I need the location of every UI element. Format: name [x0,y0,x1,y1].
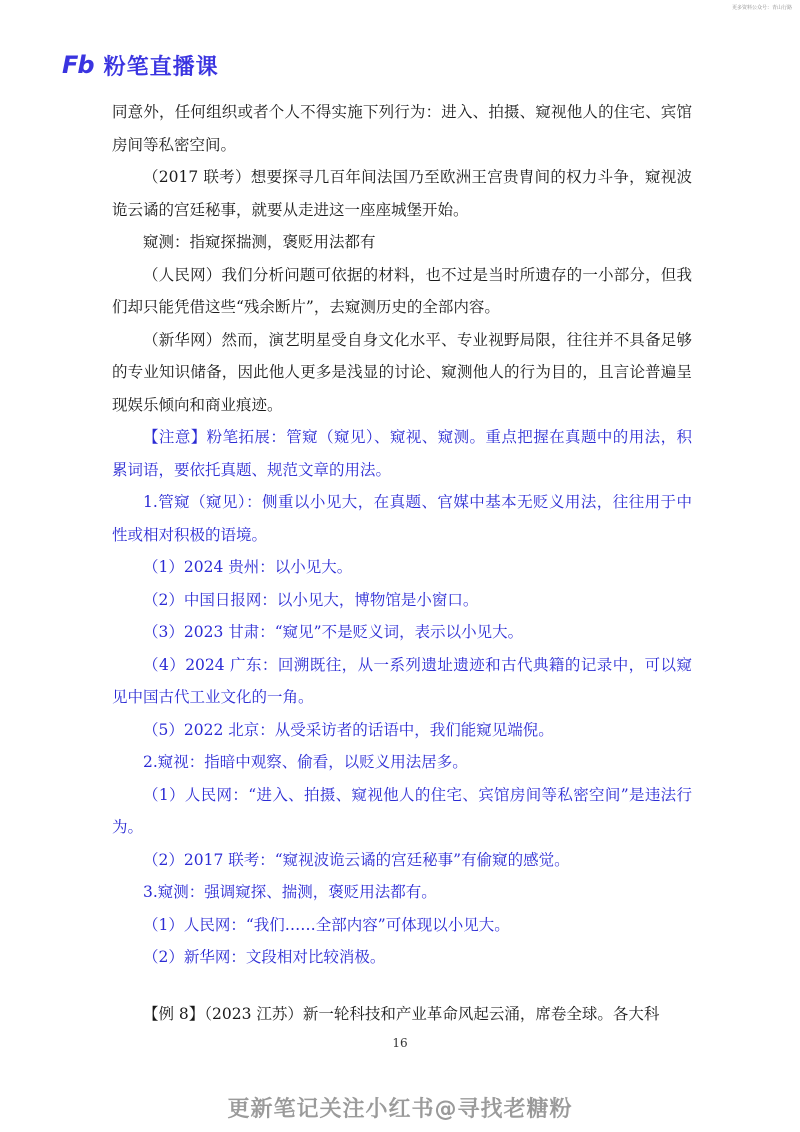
logo-text: 粉笔直播课 [103,54,219,80]
top-note: 更多资料公众号：青山行路 [731,5,792,11]
paragraph: （2017 联考）想要探寻几百年间法国乃至欧洲王宫贵胄间的权力斗争，窥视波诡云谲的宫廷秘事，就要从走进这一座座城堡开始。 [112,168,692,219]
note-item: （5）2022 北京：从受采访者的话语中，我们能窥见端倪。 [143,720,554,739]
example-question: 【例 8】（2023 江苏）新一轮科技和产业革命风起云涌，席卷全球。各大科 [143,1004,660,1023]
note-item: （1）人民网：“进入、拍摄、窥视他人的住宅、宾馆房间等私密空间”是违法行为。 [112,785,692,836]
note-item: （1）人民网：“我们……全部内容”可体现以小见大。 [143,915,510,934]
section-gap [112,974,692,998]
logo-mark: Fb [62,51,94,79]
brand-logo [62,50,219,80]
note-heading: 【注意】粉笔拓展：管窥（窥见）、窥视、窥测。重点把握在真题中的用法，积累词语，要依托真题、规范文章的用法。 [112,428,692,479]
note-item: （2）2017 联考：“窥视波诡云谲的宫廷秘事”有偷窥的感觉。 [143,850,570,869]
note-item: （2）新华网：文段相对比较消极。 [143,948,386,966]
document-body [112,96,692,1030]
paragraph: 同意外，任何组织或者个人不得实施下列行为：进入、拍摄、窥视他人的住宅、宾馆房间等私密空间。 [112,103,692,154]
note-item: （1）2024 贵州：以小见大。 [143,558,353,576]
note-item: （4）2024 广东：回溯既往，从一系列遗址遗迹和古代典籍的记录中，可以窥见中国古代工业文化的一角。 [112,655,692,706]
note-item: 2.窥视：指暗中观察、偷看，以贬义用法居多。 [143,753,468,771]
page-number: 16 [392,1036,408,1050]
note-item: （2）中国日报网：以小见大，博物馆是小窗口。 [143,590,479,609]
note-item: （3）2023 甘肃：“窥见”不是贬义词，表示以小见大。 [143,623,524,641]
paragraph: （新华网）然而，演艺明星受自身文化水平、专业视野局限，往往并不具备足够的专业知识储备，因此他人更多是浅显的讨论、窥测他人的行为目的，且言论普遍呈现娱乐倾向和商业痕迹。 [112,330,692,414]
paragraph: 窥测：指窥探揣测，褒贬用法都有 [143,233,376,251]
note-item: 3.窥测：强调窥探、揣测，褒贬用法都有。 [143,883,437,901]
footer-watermark: 更新笔记关注小红书@寻找老糖粉 [227,1097,573,1122]
paragraph: （人民网）我们分析问题可依据的材料，也不过是当时所遗存的一小部分，但我们却只能凭借这些“残余断片”，去窥测历史的全部内容。 [112,265,692,316]
note-item: 1.管窥（窥见）：侧重以小见大，在真题、官媒中基本无贬义用法，往往用于中性或相对积极的语境。 [112,493,692,544]
